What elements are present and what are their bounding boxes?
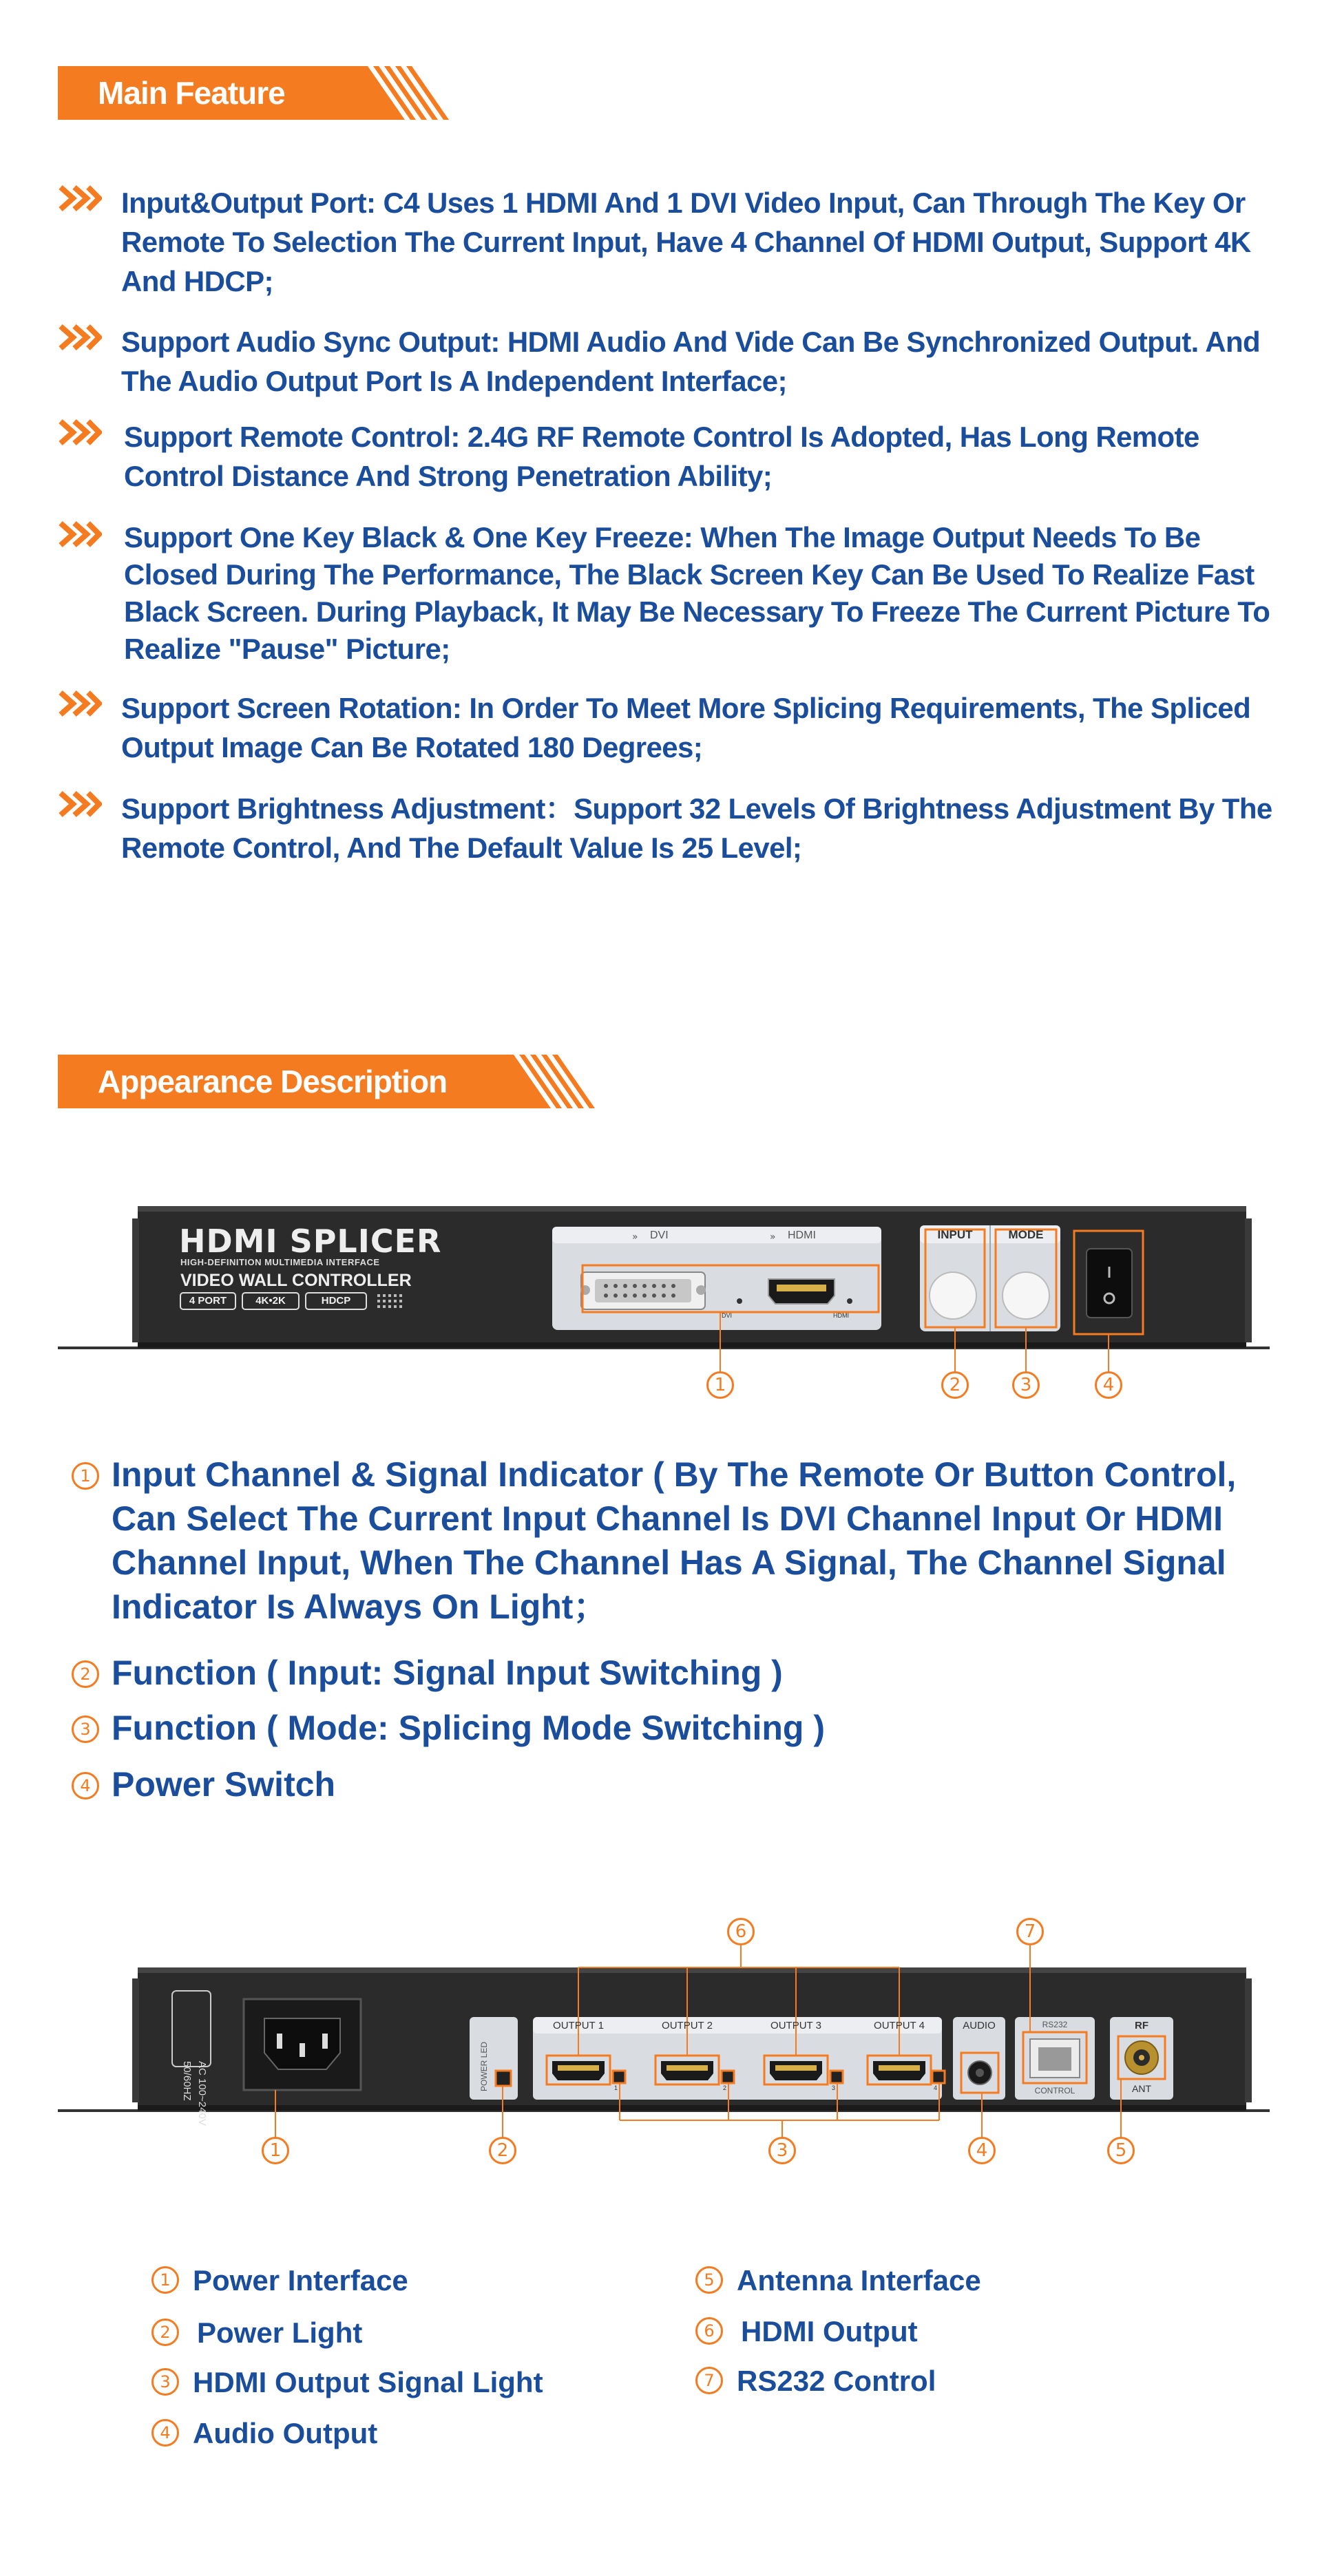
double-chevron-icon xyxy=(58,419,102,446)
desc-number: 1 xyxy=(72,1462,99,1490)
legend-text: HDMI Output Signal Light xyxy=(193,2366,543,2398)
front-desc-item xyxy=(72,1453,1283,1632)
desc-number: 4 xyxy=(72,1772,99,1799)
rear-callout-5: 5 xyxy=(1107,2137,1135,2164)
input-button-label: INPUT xyxy=(937,1228,973,1241)
feature-text: Support One Key Black & One Key Freeze: When The Image Output Needs To Be Closed During The Performance, The Black Screen Key Can Be Used To Realize Fast Black Screen. During Playback, It May Be Necessary To Freeze The Current Picture To Realize "Pause" Picture; xyxy=(124,521,1270,665)
main-feature-banner xyxy=(58,66,443,120)
legend-number: 5 xyxy=(695,2266,723,2294)
legend-number: 4 xyxy=(151,2419,179,2447)
output-led-1-label: 1 xyxy=(614,2084,618,2091)
rf-label: RF xyxy=(1135,2020,1148,2031)
appearance-banner xyxy=(58,1055,588,1108)
legend-number: 6 xyxy=(695,2317,723,2345)
appearance-title: Appearance Description xyxy=(98,1064,448,1099)
power-led-label: POWER LED xyxy=(479,2041,489,2091)
desc-text: Function ( Input: Signal Input Switching ) xyxy=(112,1654,783,1692)
rear-callout-6: 6 xyxy=(727,1918,755,1945)
audio-label: AUDIO xyxy=(963,2020,996,2031)
feature-text: Support Brightness Adjustment：Support 32 Levels Of Brightness Adjustment By The Remote Control, And The Default Value Is 25 Level; xyxy=(121,792,1272,864)
legend-text: Audio Output xyxy=(193,2417,378,2449)
output-3-label: OUTPUT 3 xyxy=(770,2020,821,2031)
legend-text: HDMI Output xyxy=(741,2315,918,2347)
feature-text: Support Audio Sync Output: HDMI Audio And Vide Can Be Synchronized Output. And The Audio Output Port Is A Independent Interface; xyxy=(121,326,1261,397)
device-brand: HDMI SPLICER xyxy=(179,1223,442,1260)
ac-voltage-label: AC 100~240V xyxy=(196,2061,208,2126)
double-chevron-icon xyxy=(58,184,102,212)
device-subtitle: HIGH-DEFINITION MULTIMEDIA INTERFACE xyxy=(180,1257,380,1267)
double-chevron-icon xyxy=(58,690,102,717)
hdmi-small-label: HDMI xyxy=(833,1312,849,1319)
callout-2: 2 xyxy=(941,1371,969,1399)
badge-4k: 4K•2K xyxy=(255,1295,286,1307)
badge-port: 4 PORT xyxy=(189,1295,227,1307)
feature-text: Support Screen Rotation: In Order To Meet More Splicing Requirements, The Spliced Output Image Can Be Rotated 180 Degrees; xyxy=(121,692,1251,763)
feature-item xyxy=(58,183,1283,307)
rear-callout-7: 7 xyxy=(1016,1918,1044,1945)
desc-text: Function ( Mode: Splicing Mode Switching ) xyxy=(112,1709,826,1747)
desc-text: Power Switch xyxy=(112,1765,336,1804)
callout-4: 4 xyxy=(1095,1371,1122,1399)
legend-number: 1 xyxy=(151,2266,179,2294)
stripe-decoration-icon xyxy=(319,66,457,120)
double-chevron-icon xyxy=(58,520,102,548)
ant-label: ANT xyxy=(1132,2083,1151,2094)
svg-text:»: » xyxy=(632,1232,638,1243)
ac-frequency-label: 50/60HZ xyxy=(181,2061,193,2101)
output-1-label: OUTPUT 1 xyxy=(553,2020,604,2031)
rear-panel xyxy=(58,1896,1270,2171)
double-chevron-icon xyxy=(58,324,102,351)
desc-number: 2 xyxy=(72,1660,99,1688)
hdmi-label: HDMI xyxy=(788,1229,816,1241)
front-desc-item xyxy=(72,1762,1283,1810)
desc-number: 3 xyxy=(72,1715,99,1743)
device-model: VIDEO WALL CONTROLLER xyxy=(180,1271,412,1290)
feature-item xyxy=(58,519,1283,677)
output-2-label: OUTPUT 2 xyxy=(662,2020,713,2031)
output-led-3-label: 3 xyxy=(832,2084,836,2091)
feature-item xyxy=(58,417,1283,500)
dvi-small-label: DVI xyxy=(722,1312,733,1319)
desc-text: Input Channel & Signal Indicator ( By The Remote Or Button Control, Can Select The Current Input Channel Is DVI Channel Input Or HDMI Channel Input, When The Channel Has A Signal, The Channel Signal Indicator Is Always On Light； xyxy=(112,1455,1237,1626)
legend-text: RS232 Control xyxy=(737,2365,936,2397)
front-desc-item xyxy=(72,1706,1283,1754)
feature-item xyxy=(58,688,1283,771)
rear-callout-3: 3 xyxy=(768,2137,796,2164)
legend-number: 2 xyxy=(151,2319,179,2346)
output-4-label: OUTPUT 4 xyxy=(874,2020,925,2031)
mode-button-label: MODE xyxy=(1008,1228,1044,1241)
output-led-2-label: 2 xyxy=(723,2084,727,2091)
control-label: CONTROL xyxy=(1034,2086,1076,2095)
legend-text: Power Light xyxy=(197,2316,363,2349)
feature-text: Support Remote Control: 2.4G RF Remote Control Is Adopted, Has Long Remote Control Distance And Strong Penetration Ability; xyxy=(124,421,1199,492)
rear-callout-1: 1 xyxy=(262,2137,289,2164)
legend-text: Antenna Interface xyxy=(737,2264,981,2297)
output-led-4-label: 4 xyxy=(934,2084,938,2091)
badge-hdcp: HDCP xyxy=(321,1295,351,1307)
front-panel xyxy=(58,1198,1270,1397)
rear-callout-4: 4 xyxy=(968,2137,996,2164)
feature-text: Input&Output Port: C4 Uses 1 HDMI And 1 DVI Video Input, Can Through The Key Or Remote To Selection The Current Input, Have 4 Channel Of HDMI Output, Support 4K And HDCP; xyxy=(121,187,1251,297)
double-chevron-icon xyxy=(58,790,102,818)
rs232-label: RS232 xyxy=(1042,2020,1068,2029)
svg-text:»: » xyxy=(770,1232,776,1243)
dvi-label: DVI xyxy=(650,1229,669,1241)
feature-item xyxy=(58,322,1283,405)
legend-number: 7 xyxy=(695,2367,723,2394)
legend-number: 3 xyxy=(151,2368,179,2396)
front-desc-item xyxy=(72,1651,1283,1699)
stripe-decoration-icon xyxy=(465,1055,603,1108)
callout-3: 3 xyxy=(1012,1371,1040,1399)
rear-callout-2: 2 xyxy=(489,2137,516,2164)
feature-item xyxy=(58,789,1283,872)
callout-1: 1 xyxy=(706,1371,734,1399)
main-feature-title: Main Feature xyxy=(98,75,285,111)
legend-text: Power Interface xyxy=(193,2264,408,2297)
